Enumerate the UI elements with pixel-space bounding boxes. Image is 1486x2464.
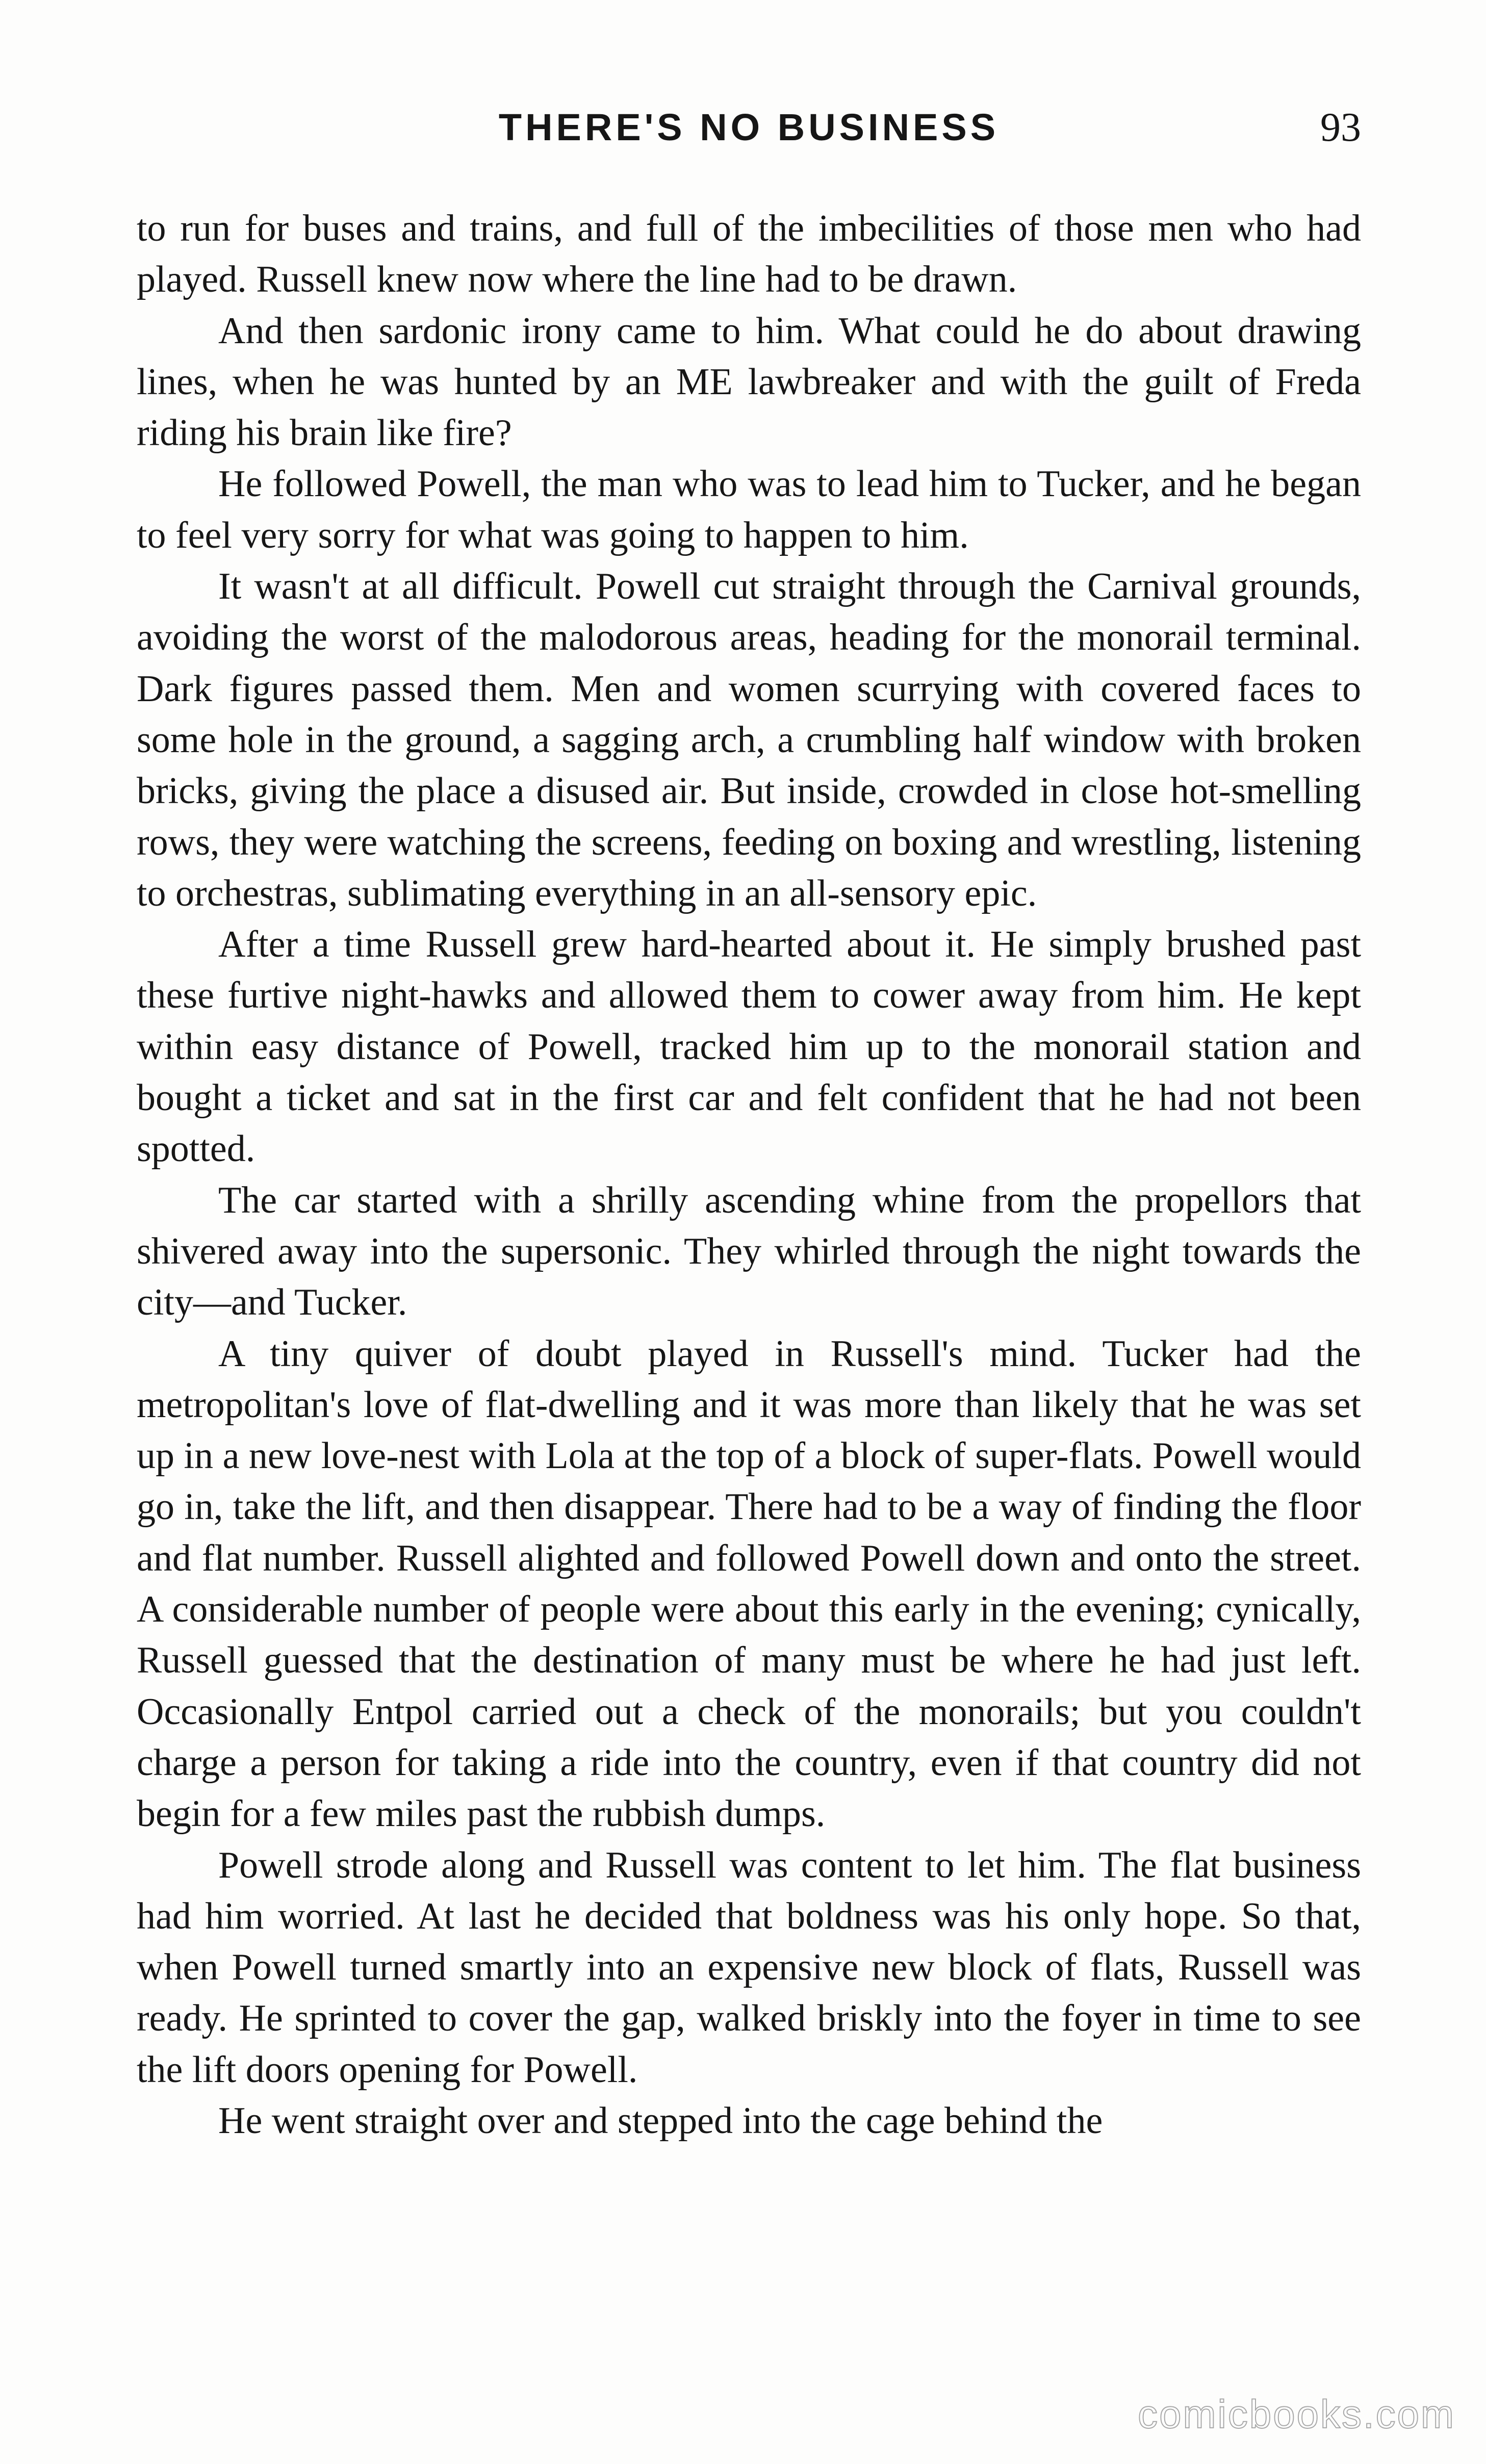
paragraph: The car started with a shrilly ascending whine from the propellors that shivered away into the supersonic. They whirled through the night towards the city—and Tucker. (137, 1179, 1361, 1324)
paragraph: And then sardonic irony came to him. What could he do about drawing lines, when he was hunted by an ME lawbreaker and with the guilt of Freda riding his brain like fire? (137, 310, 1361, 454)
paragraph: He went straight over and stepped into the cage behind the (218, 2099, 1103, 2142)
paragraph: Powell strode along and Russell was content to let him. The flat business had him worried. At last he decided that boldness was his only hope. So that, when Powell turned smartly into an expensive new block of flats, Russell was ready. He sprinted to cover the gap, walked briskly into the foyer in time to see the lift doors opening for Powell. (137, 1844, 1361, 2091)
paragraph: He followed Powell, the man who was to lead him to Tucker, and he began to feel very sorry for what was going to happen to him. (137, 463, 1361, 556)
paragraph: to run for buses and trains, and full of the imbecilities of those men who had played. Russell knew now where the line had to be drawn. (137, 208, 1361, 301)
paragraph: It wasn't at all difficult. Powell cut straight through the Carnival grounds, avoiding the worst of the malodorous areas, heading for the monorail terminal. Dark figures passed them. Men and women scurrying with covered faces to some hole in the ground, a sagging arch, a crumbling half window with broken bricks, giving the place a disused air. But inside, crowded in close hot-smelling rows, they were watching the screens, feeding on boxing and wrestling, listening to orchestras, sublimating everything in an all-sensory epic. (137, 566, 1361, 914)
running-title: THERE'S NO BUSINESS (498, 106, 1000, 148)
body-text (137, 203, 1361, 2146)
page-number: 93 (1320, 105, 1361, 150)
paragraph: A tiny quiver of doubt played in Russell's mind. Tucker had the metropolitan's love of flat-dwelling and it was more than likely that he was set up in a new love-nest with Lola at the top of a block of super-flats. Powell would go in, take the lift, and then disappear. There had to be a way of finding the floor and flat number. Russell alighted and followed Powell down and onto the street. A considerable number of people were about this early in the evening; cynically, Russell guessed that the destination of many must be where he had just left. Occasionally Entpol carried out a check of the monorails; but you couldn't charge a person for taking a ride into the country, even if that country did not begin for a few miles past the rubbish dumps. (137, 1332, 1361, 1835)
watermark: comicbooks.com (1138, 2392, 1455, 2436)
paragraph: After a time Russell grew hard-hearted about it. He simply brushed past these furtive night-hawks and allowed them to cower away from him. He kept within easy distance of Powell, tracked him up to the monorail station and bought a ticket and sat in the first car and felt confident that he had not been spotted. (137, 923, 1361, 1170)
running-head (137, 102, 1361, 153)
